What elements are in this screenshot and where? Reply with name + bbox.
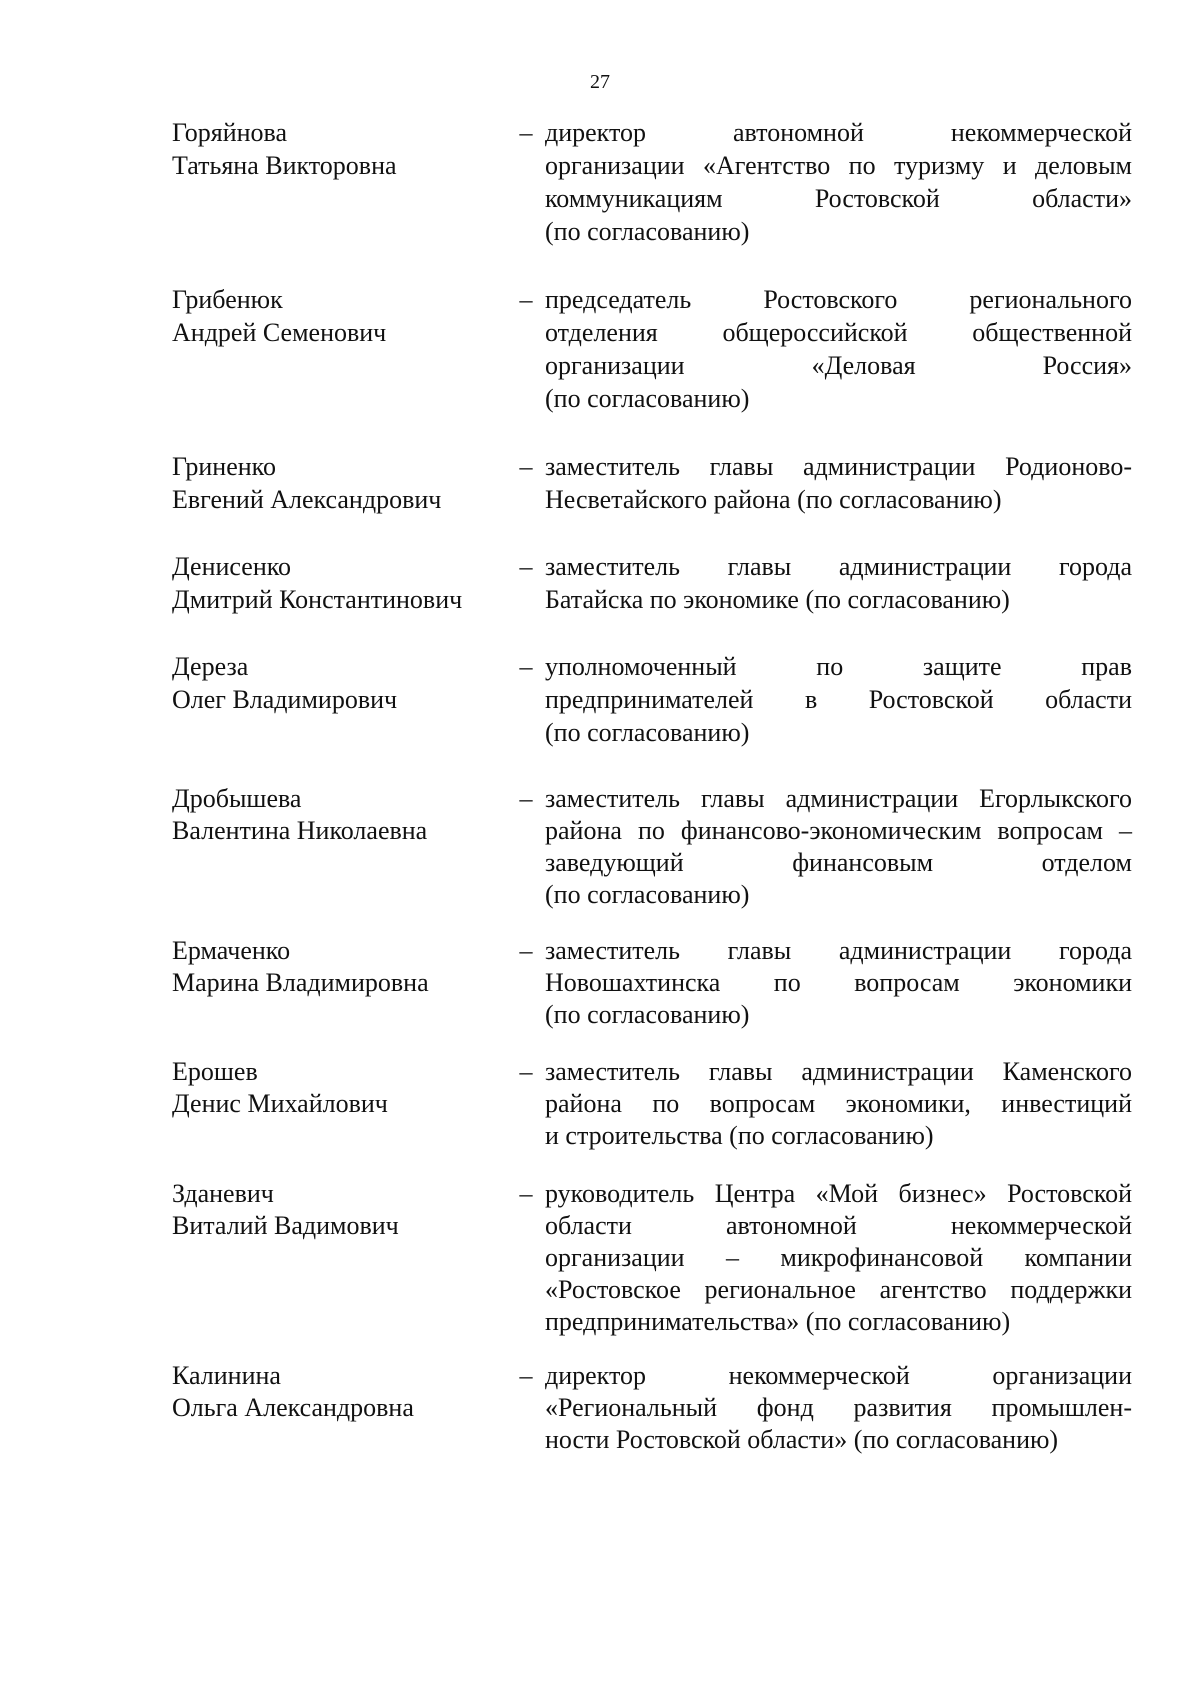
separator-dash: – xyxy=(519,652,533,681)
position-line: заместитель главы администрации города xyxy=(545,936,1132,965)
position-line: «Ростовское региональное агентство поддержки xyxy=(545,1275,1132,1304)
member-name xyxy=(172,1056,502,1120)
position-line: «Региональный фонд развития промышлен- xyxy=(545,1393,1132,1422)
position-line: председатель Ростовского регионального xyxy=(545,285,1132,314)
member-given-names: Виталий Вадимович xyxy=(172,1211,399,1240)
separator-dash: – xyxy=(519,1179,533,1208)
position-line: района по вопросам экономики, инвестиций xyxy=(545,1089,1132,1118)
member-surname: Ерошев xyxy=(172,1057,258,1086)
member-position xyxy=(545,283,1132,415)
position-line: заместитель главы администрации города xyxy=(545,552,1132,581)
position-line: района по финансово-экономическим вопросам – xyxy=(545,816,1132,845)
member-surname: Горяйнова xyxy=(172,118,288,147)
member-given-names: Татьяна Викторовна xyxy=(172,151,397,180)
separator-dash: – xyxy=(519,552,533,581)
member-position xyxy=(545,783,1132,911)
position-line: организации «Агентство по туризму и деловым xyxy=(545,151,1132,180)
member-given-names: Евгений Александрович xyxy=(172,485,442,514)
member-given-names: Андрей Семенович xyxy=(172,318,387,347)
member-position xyxy=(545,650,1132,749)
position-line: заведующий финансовым отделом xyxy=(545,848,1132,877)
member-name xyxy=(172,650,502,716)
member-position xyxy=(545,935,1132,1031)
separator-dash: – xyxy=(519,452,533,481)
member-name xyxy=(172,283,502,349)
separator-dash: – xyxy=(519,285,533,314)
member-position xyxy=(545,1056,1132,1152)
position-line: (по согласованию) xyxy=(545,217,750,246)
member-name xyxy=(172,1360,502,1424)
position-line: (по согласованию) xyxy=(545,1000,750,1029)
position-line: предпринимателей в Ростовской области xyxy=(545,685,1132,714)
member-given-names: Ольга Александровна xyxy=(172,1393,414,1422)
member-surname: Калинина xyxy=(172,1361,281,1390)
member-position xyxy=(545,116,1132,248)
position-line: организации «Деловая Россия» xyxy=(545,351,1132,380)
member-surname: Дробышева xyxy=(172,784,302,813)
position-line: (по согласованию) xyxy=(545,384,750,413)
member-surname: Дереза xyxy=(172,652,249,681)
separator-dash: – xyxy=(519,1057,533,1086)
member-position xyxy=(545,1360,1132,1456)
position-line: (по согласованию) xyxy=(545,880,750,909)
member-surname: Гриненко xyxy=(172,452,276,481)
separator-dash: – xyxy=(519,936,533,965)
member-name xyxy=(172,783,502,847)
member-given-names: Денис Михайлович xyxy=(172,1089,388,1118)
position-line: предпринимательства» (по согласованию) xyxy=(545,1307,1011,1336)
member-given-names: Олег Владимирович xyxy=(172,685,398,714)
position-line: заместитель главы администрации Егорлыкского xyxy=(545,784,1132,813)
position-line: ности Ростовской области» (по согласованию) xyxy=(545,1425,1059,1454)
member-name xyxy=(172,1178,502,1242)
member-name xyxy=(172,450,502,516)
position-line: Несветайского района (по согласованию) xyxy=(545,485,1002,514)
member-position xyxy=(545,1178,1132,1338)
position-line: уполномоченный по защите прав xyxy=(545,652,1132,681)
position-line: отделения общероссийской общественной xyxy=(545,318,1132,347)
separator-dash: – xyxy=(519,118,533,147)
member-surname: Грибенюк xyxy=(172,285,283,314)
member-name xyxy=(172,116,502,182)
position-line: Новошахтинска по вопросам экономики xyxy=(545,968,1132,997)
position-line: руководитель Центра «Мой бизнес» Ростовской xyxy=(545,1179,1132,1208)
position-line: заместитель главы администрации Родионово- xyxy=(545,452,1132,481)
member-surname: Зданевич xyxy=(172,1179,274,1208)
member-surname: Денисенко xyxy=(172,552,292,581)
position-line: директор автономной некоммерческой xyxy=(545,118,1132,147)
member-position xyxy=(545,450,1132,516)
position-line: коммуникациям Ростовской области» xyxy=(545,184,1132,213)
position-line: и строительства (по согласованию) xyxy=(545,1121,934,1150)
position-line: (по согласованию) xyxy=(545,718,750,747)
member-given-names: Дмитрий Константинович xyxy=(172,585,463,614)
separator-dash: – xyxy=(519,784,533,813)
member-surname: Ермаченко xyxy=(172,936,291,965)
position-line: области автономной некоммерческой xyxy=(545,1211,1132,1240)
page-number: 27 xyxy=(590,71,610,93)
separator-dash: – xyxy=(519,1361,533,1390)
position-line: директор некоммерческой организации xyxy=(545,1361,1132,1390)
member-given-names: Валентина Николаевна xyxy=(172,816,428,845)
position-line: заместитель главы администрации Каменского xyxy=(545,1057,1132,1086)
member-position xyxy=(545,550,1132,616)
position-line: организации – микрофинансовой компании xyxy=(545,1243,1132,1272)
member-name xyxy=(172,550,502,616)
member-name xyxy=(172,935,502,999)
position-line: Батайска по экономике (по согласованию) xyxy=(545,585,1010,614)
member-given-names: Марина Владимировна xyxy=(172,968,429,997)
